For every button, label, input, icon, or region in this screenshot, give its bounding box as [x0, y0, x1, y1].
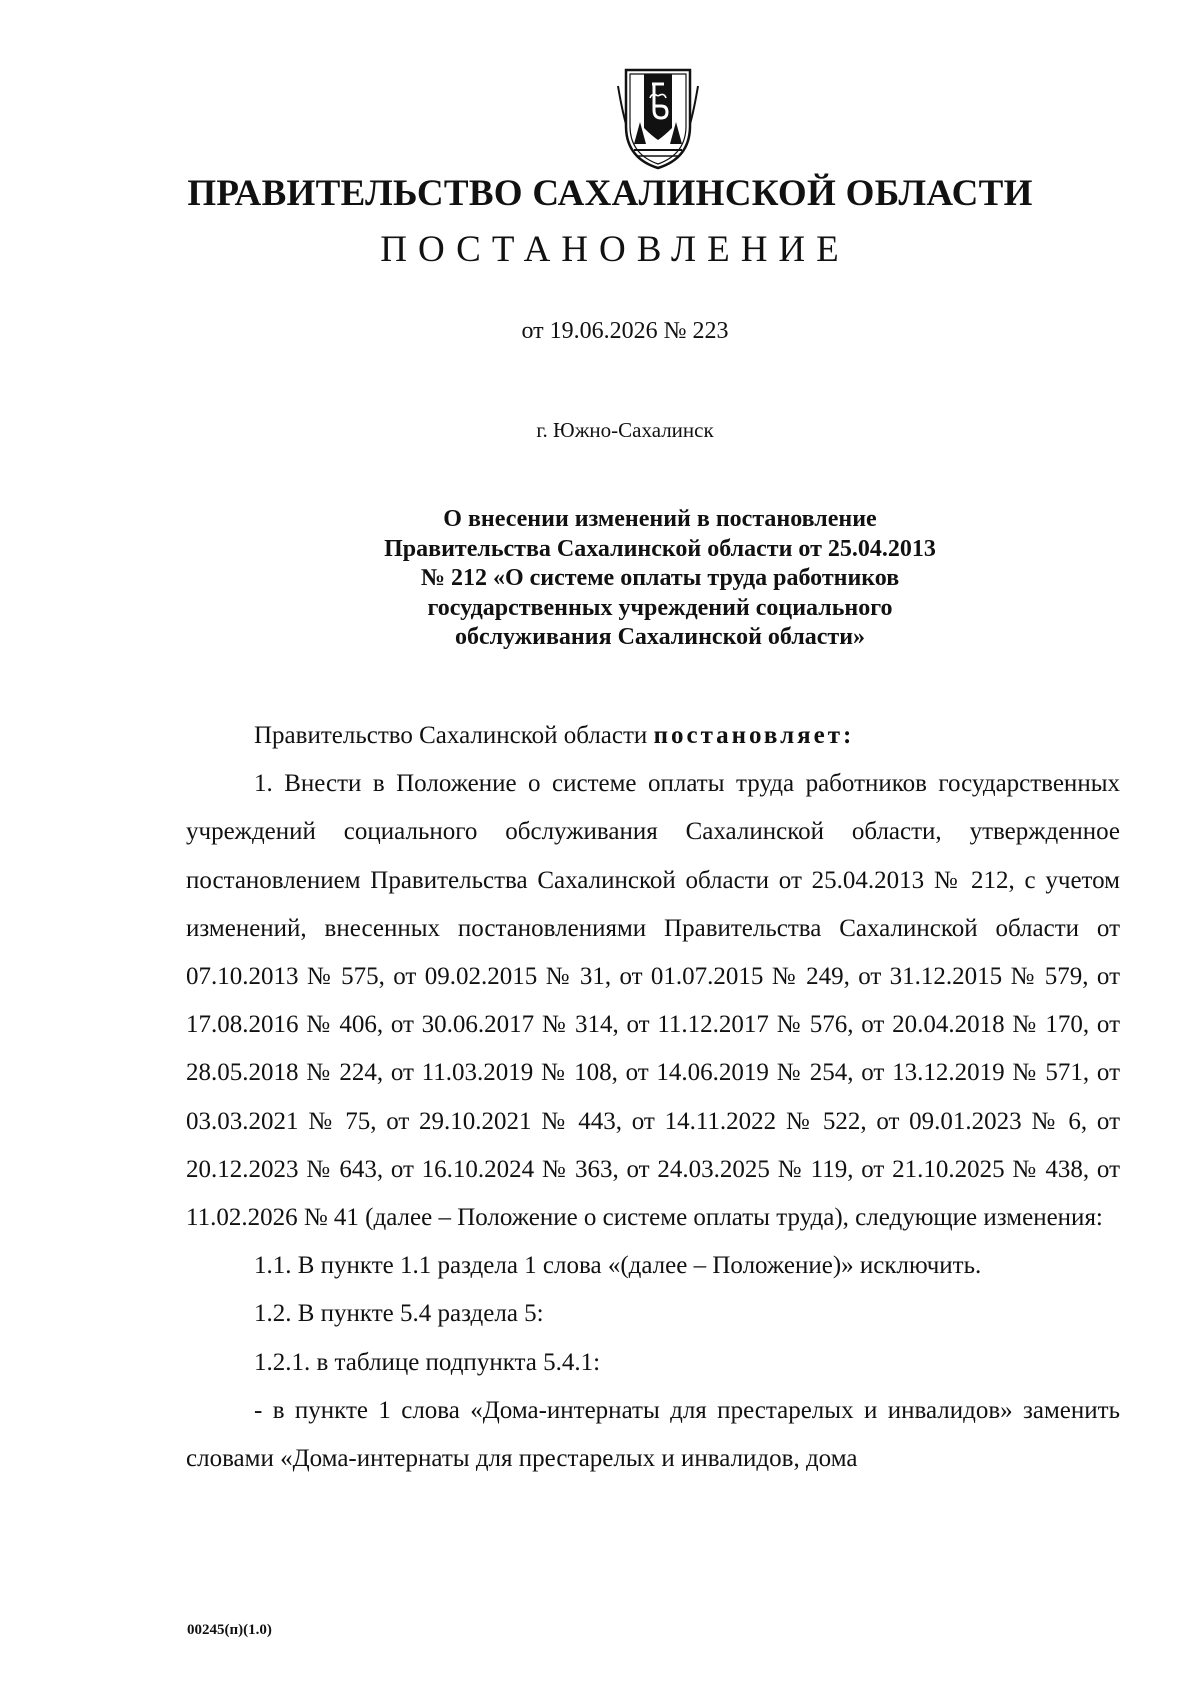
coat-of-arms-icon	[612, 66, 704, 170]
form-code: 00245(п)(1.0)	[187, 1622, 272, 1638]
paragraph-item-1: 1. Внести в Положение о системе оплаты труда работников государственных учреждений социального обслуживания Сахалинской области, утвержденное постановлением Правительства Сахалинской области от 25.04.2013 № 212, с учетом изменений, внесенных постановлениями Правительства Сахалинской области от 07.10.2013 № 575, от 09.02.2015 № 31, от 01.07.2015 № 249, от 31.12.2015 № 579, от 17.08.2016 № 406, от 30.06.2017 № 314, от 11.12.2017 № 576, от 20.04.2018 № 170, от 28.05.2018 № 224, от 11.03.2019 № 108, от 14.06.2019 № 254, от 13.12.2019 № 571, от 03.03.2021 № 75, от 29.10.2021 № 443, от 14.11.2022 № 522, от 09.01.2023 № 6, от 20.12.2023 № 643, от 16.10.2024 № 363, от 24.03.2025 № 119, от 21.10.2025 № 438, от 11.02.2026 № 41 (далее – Положение о системе оплаты труда), следующие изменения:	[186, 770, 1120, 1232]
document-title	[200, 505, 1120, 653]
document-type: ПОСТАНОВЛЕНИЕ	[380, 229, 850, 270]
government-name: ПРАВИТЕЛЬСТВО САХАЛИНСКОЙ ОБЛАСТИ	[187, 173, 1033, 214]
preamble	[186, 712, 1120, 760]
paragraph-item-1-2: 1.2. В пункте 5.4 раздела 5:	[254, 1300, 544, 1328]
paragraph-item-1-2-1: 1.2.1. в таблице подпункта 5.4.1:	[254, 1348, 601, 1376]
document-title-line: № 212 «О системе оплаты труда работников	[420, 565, 900, 591]
preamble-decree-word: постановляет:	[653, 722, 855, 749]
preamble-text: Правительство Сахалинской области	[254, 722, 648, 749]
document-title-line: О внесении изменений в постановление	[443, 506, 877, 532]
document-title-line: обслуживания Сахалинской области»	[454, 624, 866, 650]
document-body	[186, 712, 1120, 1483]
paragraph-item-1-1: 1.1. В пункте 1.1 раздела 1 слова «(далее – Положение)» исключить.	[254, 1252, 982, 1280]
document-title-line: государственных учреждений социального	[427, 594, 893, 621]
document-date-number: от 19.06.2026 № 223	[521, 318, 729, 344]
document-city: г. Южно-Сахалинск	[536, 418, 714, 442]
paragraph-dash-item: - в пункте 1 слова «Дома-интернаты для престарелых и инвалидов» заменить словами «Дома-интернаты для престарелых и инвалидов, дома	[186, 1396, 1120, 1473]
document-title-line: Правительства Сахалинской области от 25.04.2013	[384, 535, 936, 562]
